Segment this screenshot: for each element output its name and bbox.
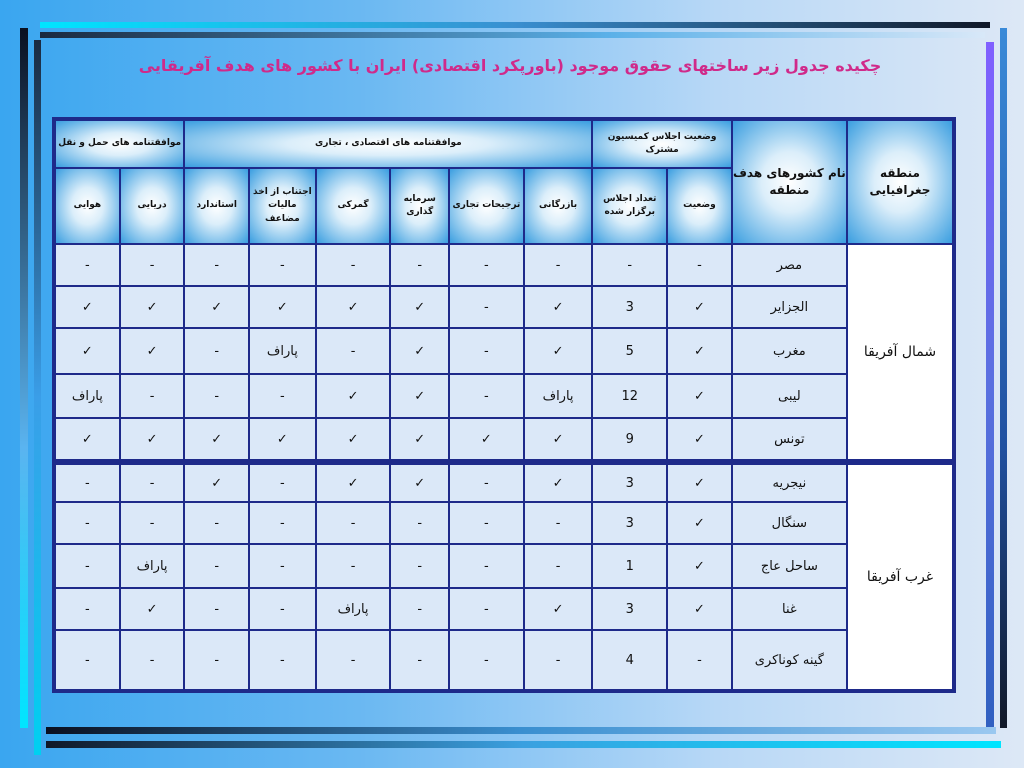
cell-air: -	[56, 503, 119, 543]
frame-bar-top	[40, 22, 990, 28]
cell-preferential: -	[450, 245, 523, 285]
cell-trade: پاراف	[525, 375, 592, 417]
cell-air: پاراف	[56, 375, 119, 417]
header-sessions: تعداد اجلاس برگزار شده	[593, 169, 666, 243]
cell-status: ✓	[668, 287, 731, 327]
cell-air: -	[56, 589, 119, 629]
cell-investment: -	[391, 545, 448, 587]
cell-customs: پاراف	[317, 589, 390, 629]
cell-preferential: -	[450, 503, 523, 543]
header-country: نام کشورهای هدف منطقه	[733, 121, 846, 243]
cell-preferential: -	[450, 461, 523, 501]
cell-country: نیجریه	[733, 461, 846, 501]
cell-maritime: ✓	[121, 329, 184, 373]
cell-preferential: -	[450, 545, 523, 587]
cell-country: الجزایر	[733, 287, 846, 327]
cell-maritime: پاراف	[121, 545, 184, 587]
cell-air: -	[56, 245, 119, 285]
cell-double-tax: -	[250, 503, 315, 543]
cell-air: -	[56, 461, 119, 501]
cell-double-tax: ✓	[250, 419, 315, 459]
cell-status: ✓	[668, 589, 731, 629]
cell-sessions: -	[593, 245, 666, 285]
cell-trade: ✓	[525, 329, 592, 373]
cell-customs: -	[317, 631, 390, 689]
cell-double-tax: -	[250, 545, 315, 587]
cell-investment: -	[391, 631, 448, 689]
cell-sessions: 4	[593, 631, 666, 689]
frame-bar-left-inner	[34, 40, 41, 755]
cell-country: گینه کوناکری	[733, 631, 846, 689]
cell-sessions: 3	[593, 287, 666, 327]
cell-country: لیبی	[733, 375, 846, 417]
cell-customs: ✓	[317, 419, 390, 459]
cell-status: ✓	[668, 375, 731, 417]
cell-investment: ✓	[391, 287, 448, 327]
cell-maritime: ✓	[121, 287, 184, 327]
cell-preferential: -	[450, 589, 523, 629]
cell-customs: -	[317, 545, 390, 587]
cell-maritime: ✓	[121, 589, 184, 629]
cell-preferential: -	[450, 375, 523, 417]
cell-status: ✓	[668, 329, 731, 373]
cell-customs: ✓	[317, 287, 390, 327]
cell-customs: ✓	[317, 375, 390, 417]
header-customs: گمرکی	[317, 169, 390, 243]
cell-preferential: -	[450, 329, 523, 373]
cell-maritime: -	[121, 461, 184, 501]
cell-sessions: 3	[593, 461, 666, 501]
cell-maritime: -	[121, 631, 184, 689]
cell-country: تونس	[733, 419, 846, 459]
cell-investment: -	[391, 503, 448, 543]
cell-status: -	[668, 631, 731, 689]
frame-bar-top-inner	[40, 32, 985, 38]
header-status: وضعیت	[668, 169, 731, 243]
cell-status: -	[668, 245, 731, 285]
cell-double-tax: ✓	[250, 287, 315, 327]
cell-investment: ✓	[391, 375, 448, 417]
summary-table	[52, 117, 956, 693]
cell-air: ✓	[56, 419, 119, 459]
cell-preferential: -	[450, 631, 523, 689]
frame-bar-right	[1000, 28, 1007, 728]
cell-sessions: 5	[593, 329, 666, 373]
cell-trade: ✓	[525, 287, 592, 327]
frame-bar-left	[20, 28, 28, 728]
cell-standard: -	[185, 545, 248, 587]
cell-sessions: 9	[593, 419, 666, 459]
cell-double-tax: -	[250, 589, 315, 629]
cell-standard: -	[185, 631, 248, 689]
cell-country: مغرب	[733, 329, 846, 373]
cell-standard: -	[185, 503, 248, 543]
cell-country: سنگال	[733, 503, 846, 543]
cell-standard: -	[185, 245, 248, 285]
cell-country: غنا	[733, 589, 846, 629]
cell-sessions: 12	[593, 375, 666, 417]
region-north-africa: شمال آفریقا	[848, 245, 952, 459]
header-preferential: ترجیحات تجاری	[450, 169, 523, 243]
header-economic-group: موافقتنامه های اقتصادی ، تجاری	[185, 121, 591, 167]
cell-double-tax: -	[250, 375, 315, 417]
header-double-tax: اجتناب از اخذ مالیات مضاعف	[250, 169, 315, 243]
header-standard: استاندارد	[185, 169, 248, 243]
frame-bar-bottom-inner	[46, 727, 996, 734]
header-trade: بازرگانی	[525, 169, 592, 243]
cell-investment: -	[391, 589, 448, 629]
cell-status: ✓	[668, 503, 731, 543]
cell-air: -	[56, 545, 119, 587]
header-transport-group: موافقتنامه های حمل و نقل	[56, 121, 183, 167]
cell-country: ساحل عاج	[733, 545, 846, 587]
cell-customs: ✓	[317, 461, 390, 501]
cell-double-tax: -	[250, 245, 315, 285]
cell-sessions: 3	[593, 503, 666, 543]
cell-double-tax: -	[250, 461, 315, 501]
cell-air: ✓	[56, 287, 119, 327]
header-maritime: دریایی	[121, 169, 184, 243]
cell-status: ✓	[668, 419, 731, 459]
cell-customs: -	[317, 329, 390, 373]
cell-trade: -	[525, 631, 592, 689]
cell-maritime: -	[121, 503, 184, 543]
cell-standard: -	[185, 375, 248, 417]
cell-air: ✓	[56, 329, 119, 373]
cell-investment: -	[391, 245, 448, 285]
cell-status: ✓	[668, 461, 731, 501]
cell-standard: ✓	[185, 461, 248, 501]
frame-bar-bottom	[46, 741, 1001, 748]
cell-customs: -	[317, 503, 390, 543]
cell-investment: ✓	[391, 329, 448, 373]
region-west-africa: غرب آفریقا	[848, 461, 952, 689]
cell-status: ✓	[668, 545, 731, 587]
cell-sessions: 3	[593, 589, 666, 629]
cell-sessions: 1	[593, 545, 666, 587]
cell-double-tax: پاراف	[250, 329, 315, 373]
cell-investment: ✓	[391, 461, 448, 501]
header-investment: سرمایه گذاری	[391, 169, 448, 243]
cell-air: -	[56, 631, 119, 689]
cell-investment: ✓	[391, 419, 448, 459]
cell-double-tax: -	[250, 631, 315, 689]
cell-trade: ✓	[525, 589, 592, 629]
cell-standard: -	[185, 589, 248, 629]
slide-title: چکیده جدول زیر ساختهای حقوق موجود (باورپکرد اقتصادی) ایران با کشور های هدف آفریقایی	[138, 56, 882, 75]
cell-trade: -	[525, 503, 592, 543]
cell-trade: -	[525, 545, 592, 587]
cell-standard: ✓	[185, 287, 248, 327]
cell-maritime: -	[121, 245, 184, 285]
frame-bar-right-inner	[986, 42, 994, 732]
header-air: هوایی	[56, 169, 119, 243]
cell-customs: -	[317, 245, 390, 285]
cell-country: مصر	[733, 245, 846, 285]
cell-maritime: -	[121, 375, 184, 417]
cell-maritime: ✓	[121, 419, 184, 459]
cell-trade: ✓	[525, 461, 592, 501]
cell-trade: ✓	[525, 419, 592, 459]
cell-preferential: ✓	[450, 419, 523, 459]
header-commission-group: وضعیت اجلاس کمیسیون مشترک	[593, 121, 730, 167]
cell-standard: ✓	[185, 419, 248, 459]
cell-trade: -	[525, 245, 592, 285]
cell-standard: -	[185, 329, 248, 373]
header-region: منطقه جغرافیایی	[848, 121, 952, 243]
cell-preferential: -	[450, 287, 523, 327]
